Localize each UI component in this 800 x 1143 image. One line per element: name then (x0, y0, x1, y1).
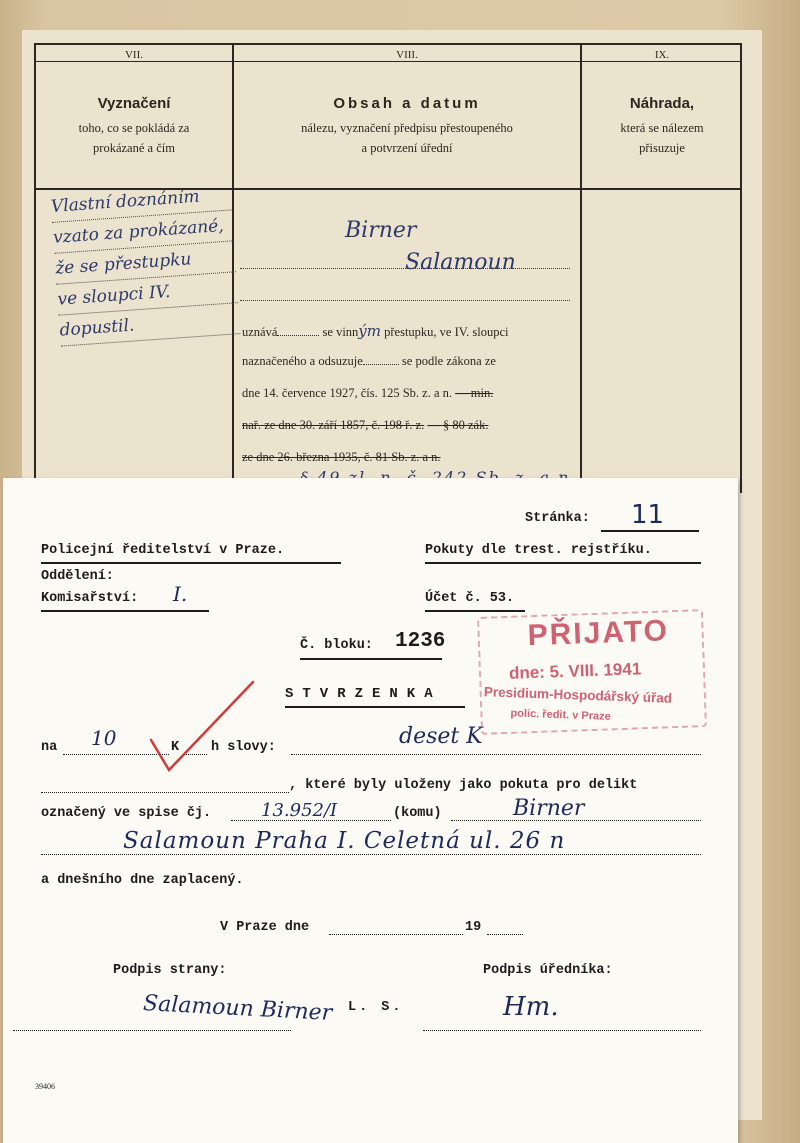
handwritten-surname: Birner (345, 218, 417, 243)
verdict-text: se podle zákona ze (401, 354, 496, 368)
column-number-vii: VII. (124, 49, 144, 61)
verdict-text-struck: ze dne 26. března 1935, č. 81 Sb. z. a n. (242, 450, 441, 464)
column-title: Náhrada, (629, 95, 695, 112)
office-name: Policejní ředitelství v Praze. (41, 543, 285, 558)
whom-label: (komu) (393, 806, 442, 821)
underline (425, 562, 701, 564)
dotted-line (240, 300, 570, 301)
column-number-viii: VIII. (396, 49, 418, 61)
dotted-line (291, 754, 701, 755)
column-subtitle: prokázané a čím (93, 141, 175, 155)
amount-value: 10 (91, 726, 117, 750)
stamp-subtitle: polic. ředit. v Praze (510, 707, 611, 723)
official-signature-label: Podpis úředníka: (483, 963, 613, 978)
account-number: Účet č. 53. (425, 591, 515, 606)
column-subtitle: a potvrzení úřední (361, 141, 453, 155)
amount-label: na (41, 740, 58, 755)
currency-label: K (171, 740, 180, 755)
column-subtitle: toho, co se pokládá za (78, 121, 190, 135)
stamp-title: PŘIJATO (527, 614, 670, 653)
handwritten-suffix: ým (358, 322, 381, 340)
amount-in-words: deset K (399, 724, 483, 749)
words-label: h slovy: (211, 740, 276, 755)
commissariat-label: Komisařství: (41, 591, 139, 606)
official-signature: Hm. (503, 992, 559, 1022)
verdict-text: dne 14. července 1927, čís. 125 Sb. z. a n. (242, 386, 453, 400)
print-code: 39406 (35, 1082, 55, 1091)
verdict-text-struck: — min. (455, 386, 494, 400)
dotted-line (13, 1030, 291, 1031)
file-label: označený ve spise čj. (41, 806, 212, 821)
dotted-line (329, 934, 463, 935)
handwritten-finding (50, 179, 240, 346)
column-number-ix: IX. (654, 49, 670, 61)
column-title: Obsah a datum (333, 95, 481, 112)
dotted-line (41, 854, 701, 855)
column-header-vii (36, 95, 232, 158)
verdict-text: se vinn (322, 325, 359, 339)
underline (425, 610, 525, 612)
date-label: V Praze dne (220, 920, 310, 935)
page-number: 11 (631, 500, 665, 530)
handwritten-line: dopustil. (59, 303, 241, 346)
verdict-text: naznačeného a odsuzuje (242, 354, 363, 368)
verdict-text-struck: nař. ze dne 30. září 1857, č. 198 ř. z. (242, 418, 425, 432)
column-subtitle: přisuzuje (639, 141, 685, 155)
stamp-date: dne: 5. VIII. 1941 (508, 659, 642, 683)
handwritten-line: vzato za prokázané, (52, 210, 234, 253)
verdict-line-4 (242, 418, 488, 433)
verdict-text: uznává (242, 325, 278, 339)
date-year: 19 (465, 920, 482, 935)
paid-text: a dnešního dne zaplacený. (41, 873, 244, 888)
handwritten-line: že se přestupku (54, 241, 236, 284)
row-divider (36, 61, 740, 62)
received-stamp (477, 609, 707, 735)
dotted-line (487, 934, 523, 935)
seal-mark: L. S. (348, 1000, 404, 1015)
party-signature-label: Podpis strany: (113, 963, 227, 978)
file-number: 13.952/I (261, 800, 338, 821)
dotted-line (41, 792, 289, 793)
verdict-text: přestupku, ve IV. sloupci (384, 325, 509, 339)
offence-text: , které byly uloženy jako pokuta pro delikt (289, 778, 638, 793)
check-mark-icon (143, 678, 263, 778)
verdict-text-struck: — § 80 zák. (427, 418, 489, 432)
dotted-line (423, 1030, 701, 1031)
underline (285, 706, 465, 708)
block-number: 1236 (395, 630, 446, 653)
commissariat-value: I. (173, 582, 188, 606)
column-subtitle: která se nálezem (620, 121, 704, 135)
verdict-line-5 (242, 450, 441, 465)
column-header-ix (582, 95, 742, 158)
verdict-line-1 (242, 322, 509, 340)
underline (41, 562, 341, 564)
handwritten-line: ve sloupci IV. (56, 272, 238, 315)
column-title: Vyznačení (97, 95, 171, 112)
handwritten-line: Vlastní doznáním (50, 179, 232, 222)
block-label: Č. bloku: (300, 638, 373, 653)
verdict-line-3 (242, 386, 493, 401)
column-header-viii (234, 95, 580, 158)
handwritten-firstname: Salamoun (405, 250, 516, 275)
payer-address: Salamoun Praha I. Celetná ul. 26 n (123, 828, 566, 854)
verdict-line-2 (242, 354, 496, 369)
stamp-office: Presidium-Hospodářský úřad (483, 684, 673, 706)
page-label: Stránka: (525, 511, 590, 526)
underline (41, 610, 209, 612)
payer-surname: Birner (513, 796, 585, 821)
column-subtitle: nálezu, vyznačení předpisu přestoupeného (301, 121, 513, 135)
underline (300, 658, 442, 660)
department-label: Oddělení: (41, 569, 114, 584)
party-signature: Salamoun Birner (142, 991, 333, 1026)
underline (601, 530, 699, 532)
fines-register: Pokuty dle trest. rejstříku. (425, 543, 652, 558)
receipt-slip (3, 478, 738, 1143)
receipt-heading: STVRZENKA (285, 686, 442, 702)
